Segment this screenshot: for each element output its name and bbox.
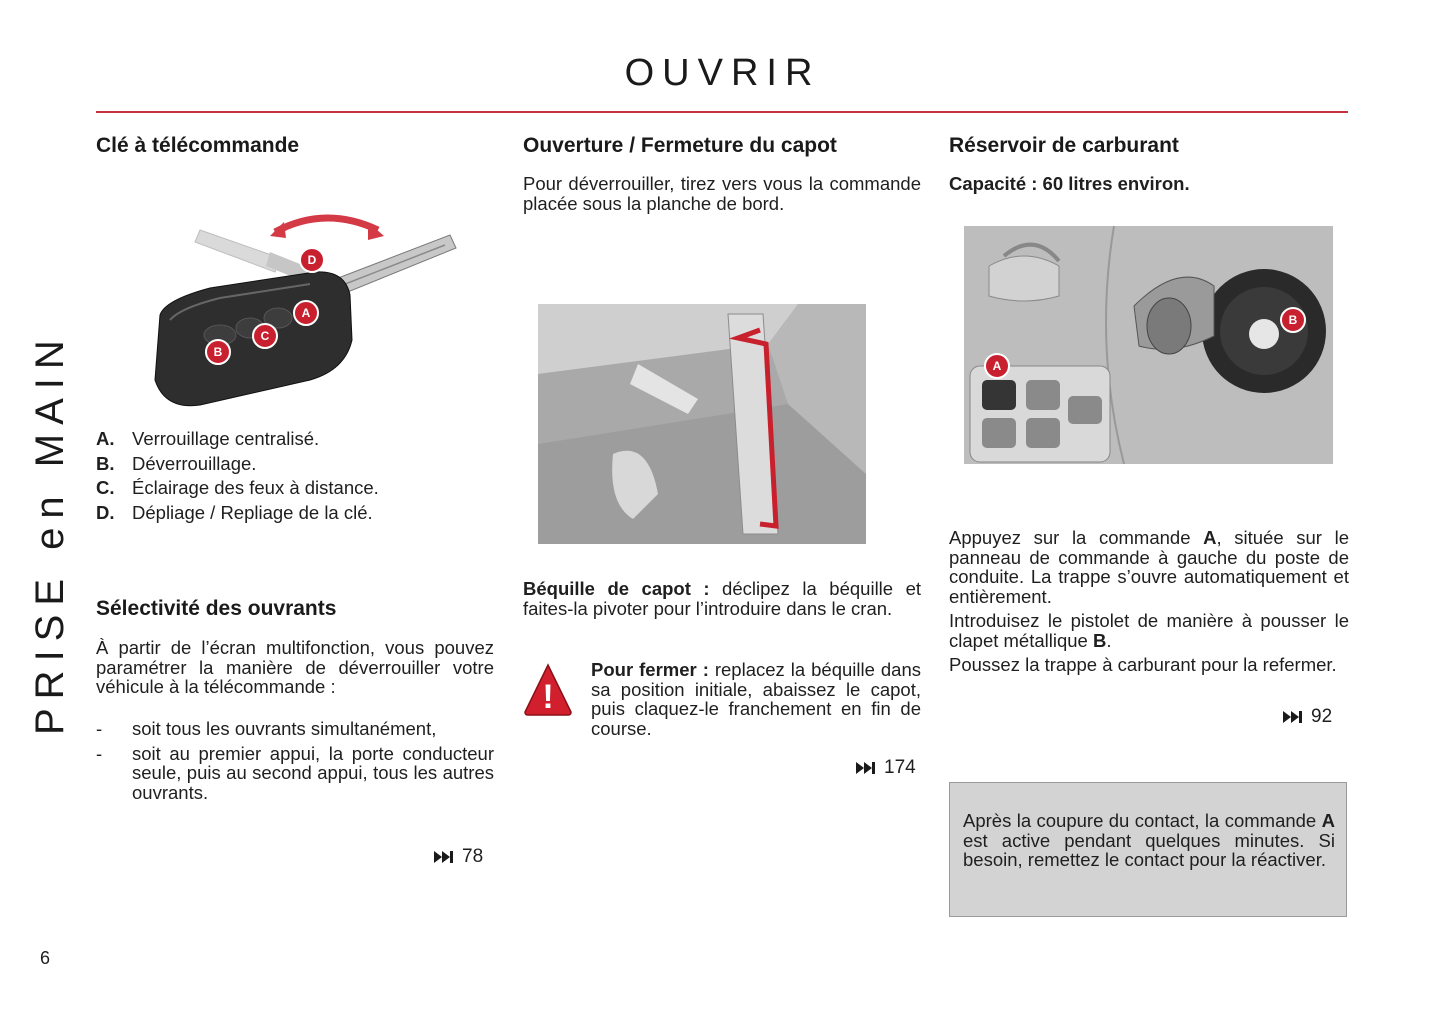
selectivity-options (96, 719, 494, 807)
ref-arrow-icon (856, 761, 876, 775)
bequille-paragraph: Béquille de capot : déclipez la béquille et faites-la pivoter pour l’introduire dans le cran. (523, 578, 922, 619)
svg-text:A: A (301, 306, 311, 320)
fuel-heading: Réservoir de carburant (949, 134, 1179, 157)
list-item: D. Dépliage / Repliage de la clé. (96, 501, 373, 523)
svg-text:D: D (307, 253, 317, 267)
hood-intro: Pour déverrouiller, tirez vers vous la commande placée sous la planche de bord. (523, 173, 921, 214)
page-reference[interactable]: 174 (856, 757, 916, 779)
warning-icon (523, 662, 573, 716)
svg-text:!: ! (542, 678, 554, 716)
svg-text:A: A (992, 359, 1002, 373)
list-item: A. Verrouillage centralisé. (96, 428, 320, 449)
badge-b (206, 340, 230, 364)
svg-text:B: B (1288, 313, 1298, 327)
fuel-door-photo (964, 226, 1333, 464)
side-label: PRISE en MAIN (28, 331, 72, 735)
note-text: Après la coupure du contact, la commande A est active pendant quelques minutes. Si besoin, remettez le contact pour la réactiver. (963, 810, 1335, 870)
badge-c (253, 324, 277, 348)
badge-a (985, 354, 1009, 378)
page-reference[interactable]: 78 (434, 846, 483, 868)
ref-arrow-icon (434, 850, 454, 864)
list-item: - soit au premier appui, la porte conducteur seule, puis au second appui, tous les autres ouvrants. (96, 742, 494, 803)
hood-photo (538, 304, 866, 544)
ref-arrow-icon (1283, 710, 1303, 724)
svg-text:B: B (213, 345, 223, 359)
badge-a (294, 301, 318, 325)
warning-paragraph: Pour fermer : replacez la béquille dans sa position initiale, abaissez le capot, puis claquez-le franchement en fin de course. (591, 659, 921, 739)
badge-b (1281, 308, 1305, 332)
rotate-arrow-icon (275, 218, 378, 232)
key-button-list (96, 427, 496, 525)
key-heading: Clé à télécommande (96, 134, 300, 157)
fuel-para-1: Appuyez sur la commande A, située sur le panneau de commande à gauche du poste de conduite. La trappe s’ouvre automatiquement et entièrement. (949, 527, 1349, 607)
list-item: - soit tous les ouvrants simultanément, (96, 718, 437, 739)
fuel-para-3: Poussez la trappe à carburant pour la refermer. (949, 654, 1337, 675)
selectivity-heading: Sélectivité des ouvrants (96, 597, 337, 620)
hood-heading: Ouverture / Fermeture du capot (523, 134, 837, 157)
fuel-capacity: Capacité : 60 litres environ. (949, 173, 1190, 194)
page-number: 6 (40, 948, 51, 968)
key-fob-illustration (140, 200, 470, 415)
title-rule (96, 111, 1348, 113)
svg-text:C: C (260, 329, 270, 343)
fuel-instructions (949, 528, 1349, 675)
page-title: OUVRIR (624, 52, 821, 94)
page-reference[interactable]: 92 (1283, 706, 1332, 728)
badge-d (300, 248, 324, 272)
fuel-para-2: Introduisez le pistolet de manière à pousser le clapet métallique B. (949, 610, 1349, 651)
selectivity-intro: À partir de l’écran multifonction, vous pouvez paramétrer la manière de déverrouiller votre véhicule à la télécommande : (96, 637, 494, 697)
list-item: C. Éclairage des feux à distance. (96, 477, 379, 498)
note-box (949, 782, 1347, 917)
list-item: B. Déverrouillage. (96, 452, 257, 474)
